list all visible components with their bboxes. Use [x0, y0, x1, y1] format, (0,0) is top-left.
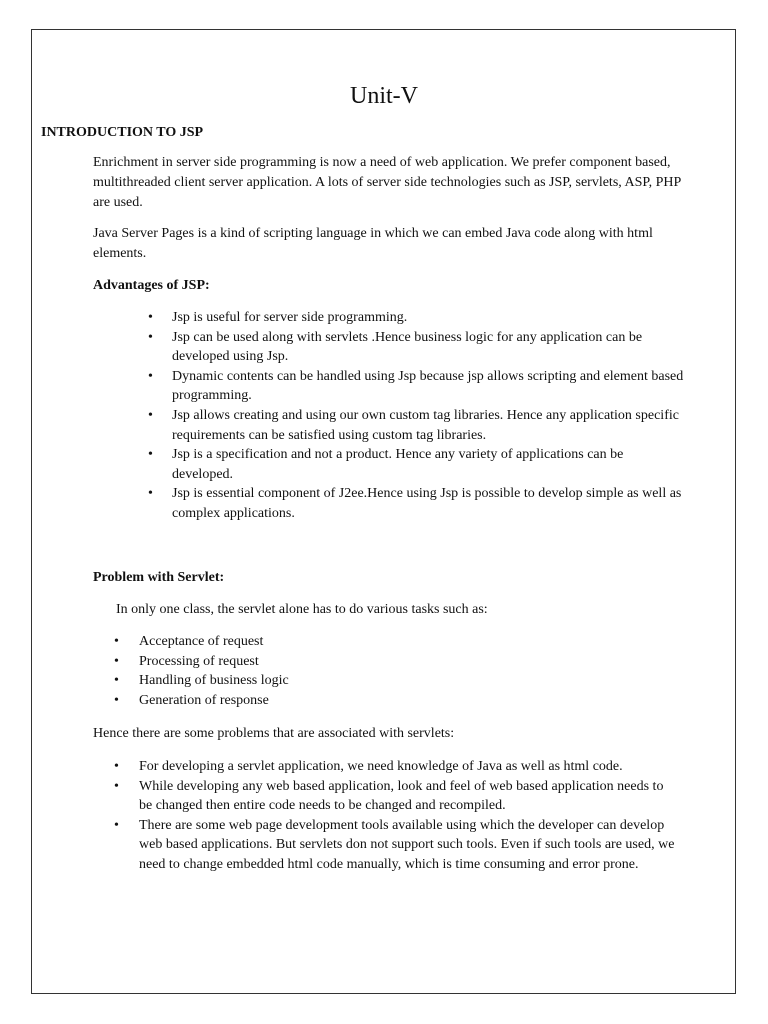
list-item-text: Generation of response [139, 692, 269, 708]
servlet-problems-lead: Hence there are some problems that are associated with servlets: [93, 726, 455, 741]
list-item [114, 632, 659, 652]
list-item [114, 777, 679, 816]
list-item-text: Dynamic contents can be handled using Jsp because jsp allows scripting and element based programming. [172, 368, 684, 404]
list-item [114, 652, 659, 672]
bullet-icon: • [148, 447, 153, 463]
list-item [148, 328, 687, 367]
bullet-icon: • [148, 407, 153, 423]
list-item [148, 367, 687, 406]
advantages-list [148, 308, 687, 524]
page-title: Unit-V [350, 83, 418, 109]
list-item [148, 484, 687, 523]
list-item [148, 308, 687, 328]
servlet-tasks-lead: In only one class, the servlet alone has to do various tasks such as: [116, 602, 488, 617]
list-item-text: Processing of request [139, 653, 259, 669]
section-heading: INTRODUCTION TO JSP [41, 125, 204, 140]
list-item-text: Jsp allows creating and using our own custom tag libraries. Hence any application specific requirements can be satisfied using custom tag libraries. [172, 407, 679, 443]
bullet-icon: • [114, 692, 119, 708]
list-item-text: Handling of business logic [139, 673, 289, 689]
servlet-problem-heading: Problem with Servlet: [93, 570, 225, 585]
list-item-text: Jsp can be used along with servlets .Hence business logic for any application can be developed using Jsp. [172, 329, 643, 365]
list-item-text: While developing any web based application, look and feel of web based application needs to be changed then entire code needs to be changed and recompiled. [139, 778, 664, 814]
bullet-icon: • [114, 673, 119, 689]
list-item [114, 757, 679, 777]
intro-paragraph-1: Enrichment in server side programming is now a need of web application. We prefer component based, multithreaded client server application. A lots of server side technologies such as JSP, servlets, ASP, PHP are used. [93, 155, 681, 210]
list-item [114, 816, 679, 875]
list-item [114, 691, 659, 711]
bullet-icon: • [114, 778, 119, 794]
advantages-heading: Advantages of JSP: [93, 278, 210, 293]
list-item-text: Jsp is a specification and not a product. Hence any variety of applications can be developed. [172, 447, 624, 482]
list-item [114, 671, 659, 691]
bullet-icon: • [148, 310, 153, 325]
bullet-icon: • [148, 329, 153, 345]
bullet-icon: • [148, 486, 153, 502]
bullet-icon: • [114, 653, 119, 669]
list-item-text: Jsp is useful for server side programming. [172, 310, 408, 325]
bullet-icon: • [114, 817, 119, 833]
bullet-icon: • [114, 759, 119, 774]
list-item [148, 406, 687, 445]
bullet-icon: • [114, 634, 119, 649]
intro-paragraph-2: Java Server Pages is a kind of scripting language in which we can embed Java code along with html elements. [93, 226, 653, 261]
bullet-icon: • [148, 368, 153, 384]
list-item-text: Jsp is essential component of J2ee.Hence using Jsp is possible to develop simple as well as complex applications. [172, 486, 682, 521]
servlet-tasks-list [114, 632, 659, 710]
list-item [148, 445, 687, 484]
list-item-text: Acceptance of request [139, 634, 264, 649]
list-item-text: There are some web page development tools available using which the developer can develop web based applications. But servlets don not support such tools. Even if such tools are used, we need to change embedded html code manually, which is time consuming and error prone. [139, 817, 675, 872]
list-item-text: For developing a servlet application, we need knowledge of Java as well as html code. [139, 759, 623, 774]
servlet-problems-list [114, 757, 679, 875]
